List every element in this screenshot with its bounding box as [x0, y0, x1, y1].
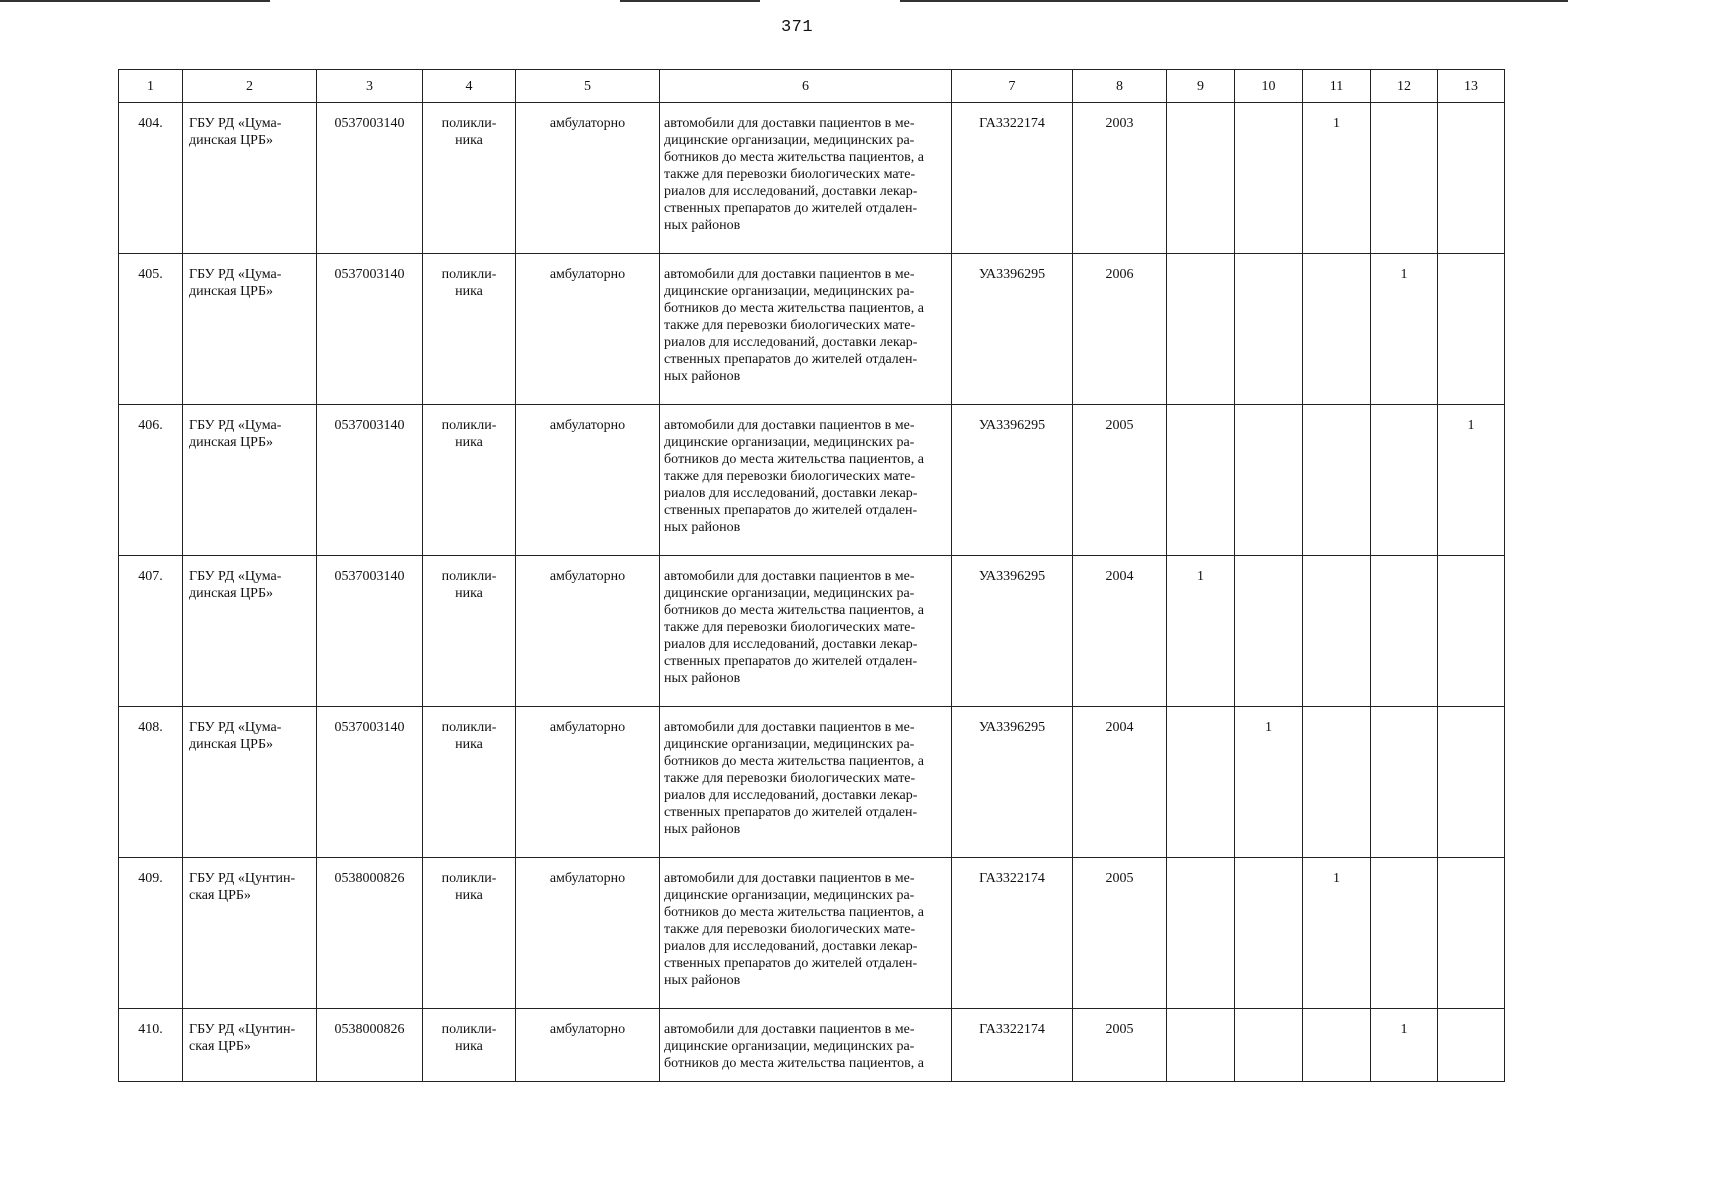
quantity-cell-9: 1	[1167, 556, 1235, 707]
table-row	[119, 556, 1505, 707]
unit-cell: поликли- ника	[423, 254, 516, 405]
purpose-cell: автомобили для доставки пациентов в ме- дицинские организации, медицинских ра- ботников до места жительства пациентов, а	[660, 1009, 952, 1082]
scan-edge-line	[900, 0, 1568, 2]
unit-cell: поликли- ника	[423, 707, 516, 858]
year-cell: 2004	[1073, 556, 1167, 707]
code-cell: 0537003140	[317, 707, 423, 858]
column-header: 12	[1371, 70, 1438, 103]
quantity-cell-13	[1438, 556, 1505, 707]
column-header: 6	[660, 70, 952, 103]
quantity-cell-10: 1	[1235, 707, 1303, 858]
column-header: 8	[1073, 70, 1167, 103]
quantity-cell-11	[1303, 254, 1371, 405]
column-header: 13	[1438, 70, 1505, 103]
vehicle-registry-table	[118, 69, 1505, 1082]
unit-cell: поликли- ника	[423, 405, 516, 556]
quantity-cell-13	[1438, 103, 1505, 254]
unit-cell: поликли- ника	[423, 858, 516, 1009]
quantity-cell-11	[1303, 707, 1371, 858]
model-cell: ГА3322174	[952, 1009, 1073, 1082]
scan-edge-line	[0, 0, 270, 2]
purpose-cell: автомобили для доставки пациентов в ме- дицинские организации, медицинских ра- ботников до места жительства пациентов, а также для перевозки биологических мате- риалов для исследований, доставки лекар- ственных препаратов до жителей отдален- ных районов	[660, 556, 952, 707]
model-cell: УА3396295	[952, 556, 1073, 707]
row-number: 409.	[119, 858, 183, 1009]
row-number: 406.	[119, 405, 183, 556]
mode-cell: амбулаторно	[516, 707, 660, 858]
quantity-cell-12: 1	[1371, 254, 1438, 405]
quantity-cell-13	[1438, 707, 1505, 858]
quantity-cell-9	[1167, 707, 1235, 858]
year-cell: 2006	[1073, 254, 1167, 405]
quantity-cell-9	[1167, 1009, 1235, 1082]
mode-cell: амбулаторно	[516, 254, 660, 405]
column-header: 11	[1303, 70, 1371, 103]
table-row	[119, 707, 1505, 858]
table-body	[119, 103, 1505, 1082]
purpose-cell: автомобили для доставки пациентов в ме- дицинские организации, медицинских ра- ботников до места жительства пациентов, а также для перевозки биологических мате- риалов для исследований, доставки лекар- ственных препаратов до жителей отдален- ных районов	[660, 103, 952, 254]
quantity-cell-12	[1371, 858, 1438, 1009]
unit-cell: поликли- ника	[423, 103, 516, 254]
column-header: 2	[183, 70, 317, 103]
quantity-cell-12	[1371, 405, 1438, 556]
column-header: 4	[423, 70, 516, 103]
table-row	[119, 103, 1505, 254]
row-number: 410.	[119, 1009, 183, 1082]
quantity-cell-10	[1235, 1009, 1303, 1082]
quantity-cell-11: 1	[1303, 103, 1371, 254]
quantity-cell-9	[1167, 858, 1235, 1009]
year-cell: 2005	[1073, 1009, 1167, 1082]
page-number: 371	[780, 18, 814, 37]
header-row	[119, 70, 1505, 103]
quantity-cell-13	[1438, 858, 1505, 1009]
quantity-cell-12: 1	[1371, 1009, 1438, 1082]
mode-cell: амбулаторно	[516, 858, 660, 1009]
mode-cell: амбулаторно	[516, 1009, 660, 1082]
quantity-cell-11	[1303, 556, 1371, 707]
code-cell: 0538000826	[317, 858, 423, 1009]
mode-cell: амбулаторно	[516, 405, 660, 556]
year-cell: 2005	[1073, 858, 1167, 1009]
code-cell: 0537003140	[317, 556, 423, 707]
code-cell: 0538000826	[317, 1009, 423, 1082]
quantity-cell-12	[1371, 556, 1438, 707]
quantity-cell-10	[1235, 254, 1303, 405]
code-cell: 0537003140	[317, 103, 423, 254]
organization-cell: ГБУ РД «Цума- динская ЦРБ»	[183, 556, 317, 707]
year-cell: 2005	[1073, 405, 1167, 556]
mode-cell: амбулаторно	[516, 103, 660, 254]
organization-cell: ГБУ РД «Цума- динская ЦРБ»	[183, 707, 317, 858]
purpose-cell: автомобили для доставки пациентов в ме- дицинские организации, медицинских ра- ботников до места жительства пациентов, а также для перевозки биологических мате- риалов для исследований, доставки лекар- ственных препаратов до жителей отдален- ных районов	[660, 405, 952, 556]
column-header: 1	[119, 70, 183, 103]
unit-cell: поликли- ника	[423, 556, 516, 707]
quantity-cell-12	[1371, 707, 1438, 858]
row-number: 407.	[119, 556, 183, 707]
organization-cell: ГБУ РД «Цунтин- ская ЦРБ»	[183, 858, 317, 1009]
scan-edge-line	[620, 0, 760, 2]
year-cell: 2004	[1073, 707, 1167, 858]
code-cell: 0537003140	[317, 405, 423, 556]
quantity-cell-10	[1235, 556, 1303, 707]
year-cell: 2003	[1073, 103, 1167, 254]
organization-cell: ГБУ РД «Цума- динская ЦРБ»	[183, 405, 317, 556]
table-row	[119, 858, 1505, 1009]
column-header: 10	[1235, 70, 1303, 103]
model-cell: ГА3322174	[952, 858, 1073, 1009]
organization-cell: ГБУ РД «Цума- динская ЦРБ»	[183, 103, 317, 254]
quantity-cell-9	[1167, 254, 1235, 405]
quantity-cell-10	[1235, 858, 1303, 1009]
column-header: 7	[952, 70, 1073, 103]
organization-cell: ГБУ РД «Цунтин- ская ЦРБ»	[183, 1009, 317, 1082]
quantity-cell-11	[1303, 1009, 1371, 1082]
quantity-cell-11	[1303, 405, 1371, 556]
quantity-cell-11: 1	[1303, 858, 1371, 1009]
quantity-cell-9	[1167, 103, 1235, 254]
table-row	[119, 1009, 1505, 1082]
model-cell: ГА3322174	[952, 103, 1073, 254]
row-number: 404.	[119, 103, 183, 254]
quantity-cell-12	[1371, 103, 1438, 254]
unit-cell: поликли- ника	[423, 1009, 516, 1082]
model-cell: УА3396295	[952, 254, 1073, 405]
code-cell: 0537003140	[317, 254, 423, 405]
column-header: 5	[516, 70, 660, 103]
quantity-cell-13	[1438, 254, 1505, 405]
table-row	[119, 405, 1505, 556]
quantity-cell-10	[1235, 405, 1303, 556]
model-cell: УА3396295	[952, 707, 1073, 858]
column-header: 3	[317, 70, 423, 103]
purpose-cell: автомобили для доставки пациентов в ме- дицинские организации, медицинских ра- ботников до места жительства пациентов, а также для перевозки биологических мате- риалов для исследований, доставки лекар- ственных препаратов до жителей отдален- ных районов	[660, 858, 952, 1009]
purpose-cell: автомобили для доставки пациентов в ме- дицинские организации, медицинских ра- ботников до места жительства пациентов, а также для перевозки биологических мате- риалов для исследований, доставки лекар- ственных препаратов до жителей отдален- ных районов	[660, 707, 952, 858]
quantity-cell-10	[1235, 103, 1303, 254]
organization-cell: ГБУ РД «Цума- динская ЦРБ»	[183, 254, 317, 405]
quantity-cell-9	[1167, 405, 1235, 556]
quantity-cell-13: 1	[1438, 405, 1505, 556]
column-header: 9	[1167, 70, 1235, 103]
mode-cell: амбулаторно	[516, 556, 660, 707]
table-row	[119, 254, 1505, 405]
row-number: 405.	[119, 254, 183, 405]
row-number: 408.	[119, 707, 183, 858]
quantity-cell-13	[1438, 1009, 1505, 1082]
model-cell: УА3396295	[952, 405, 1073, 556]
purpose-cell: автомобили для доставки пациентов в ме- дицинские организации, медицинских ра- ботников до места жительства пациентов, а также для перевозки биологических мате- риалов для исследований, доставки лекар- ственных препаратов до жителей отдален- ных районов	[660, 254, 952, 405]
